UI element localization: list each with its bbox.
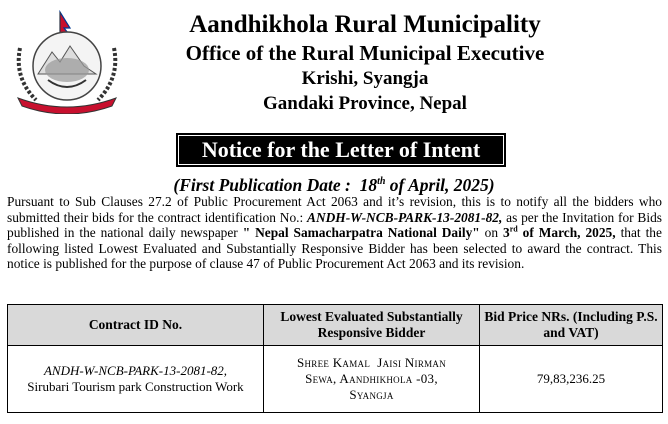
publication-date [0,171,668,196]
ifb-date-rest: of March, 2025, [522,225,616,240]
header-bidder: Lowest Evaluated Substantially Responsive Bidder [264,305,480,346]
body-part-3: on [484,225,499,240]
publication-day-suffix: th [377,176,386,187]
ifb-date-day: 3 [503,225,510,240]
bidder-line-2: Sewa, Aandhikhola -03, [305,371,438,386]
municipality-name: Aandhikhola Rural Municipality [189,11,541,38]
table-row [8,346,663,413]
body-part-1: Pursuant to Sub Clauses 27.2 of Public Procurement Act 2063 and it’s revision, this is to notify all the bidders who submitted their bids for the contract identification No.: [7,194,662,225]
table-header-row [8,305,663,346]
office-location: Krishi, Syangja [301,68,429,89]
bidder-line-1: Shree Kamal Jaisi Nirman [296,355,447,370]
header-bid-price: Bid Price NRs. (Including P.S. and VAT) [480,305,663,346]
publication-month-year: of April, 2025) [389,174,495,195]
notice-body [7,194,662,272]
ifb-date-suffix: rd [509,224,518,234]
nepal-government-emblem-icon [8,8,126,114]
bid-price-cell: 79,83,236.25 [480,346,663,413]
header-contract-id: Contract ID No. [8,305,264,346]
bidder-table [7,304,663,413]
contract-id: ANDH-W-NCB-PARK-13-2081-82, [43,363,228,378]
contract-id-cell [8,346,264,413]
letterhead [120,10,610,116]
office-name: Office of the Rural Municipal Executive [185,41,545,65]
body-part-2: as per the Invitation for Bids published in the national daily newspaper [7,209,662,240]
notice-title: Notice for the Letter of Intent [176,133,506,167]
newspaper-name: " Nepal Samacharpatra National Daily" [242,225,480,240]
province: Gandaki Province, Nepal [263,93,467,114]
publication-day: 18 [359,174,378,195]
contract-description: Sirubari Tourism park Construction Work [27,379,244,394]
bidder-cell [264,346,480,413]
body-part-4: that the following listed Lowest Evaluated and Substantially Responsive Bidder has been selected to award the contract. This notice is published for the purpose of clause 47 of Public Procurement Act 2063 and its revision. [7,225,662,271]
publication-prefix: (First Publication Date : [173,174,351,195]
contract-identification-no: ANDH-W-NCB-PARK-13-2081-82, [307,209,503,225]
bidder-line-3: Syangja [349,387,394,402]
